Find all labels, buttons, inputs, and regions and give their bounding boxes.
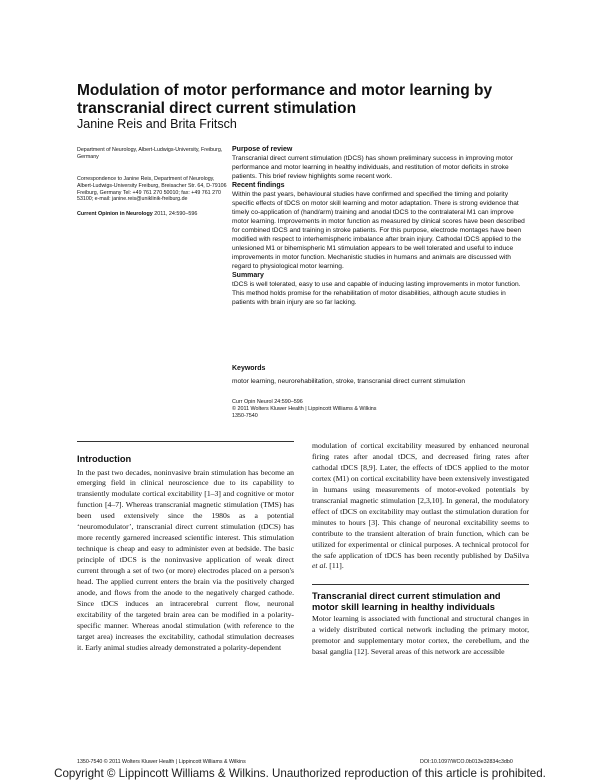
purpose-text: Transcranial direct current stimulation (tDCS) has shown preliminary success in improving motor performance and motor learning in healthy individuals, and restitution of motor deficits in stroke patients. This brief review highlights some recent work. — [232, 155, 513, 180]
section-rule — [77, 441, 294, 442]
section-heading: Transcranial direct current stimulation and motor skill learning in healthy individuals — [312, 591, 501, 612]
purpose-heading: Purpose of review — [232, 146, 293, 153]
right-paragraph-1-italic: et al. — [312, 561, 328, 571]
keywords-heading: Keywords — [232, 365, 266, 372]
right-paragraph-1 — [312, 441, 529, 572]
journal-info — [77, 211, 232, 217]
footer-doi: DOI:10.1097/WCO.0b013e32834c3db0 — [420, 759, 513, 765]
left-column — [77, 441, 294, 654]
findings-text: Within the past years, behavioural studies have confirmed and specified the timing and polarity specific effects of tDCS on motor skill learning and motor adaptation. There is strong evidence that timely co-application of (hand/arm) training and anodal tDCS to the contralateral M1 can improve motor learning. Improvements in motor function as measured by clinical scores have been described for combined tDCS and training in stroke patients. For this purpose, electrode montages have been modified with respect to interhemispheric imbalance after brain injury. Cathodal tDCS applied to the unlesioned M1 or bihemispheric M1 stimulation appears to be well tolerated and useful to induce improvements in motor function. Mechanistic studies in humans and animals are discussed with regard to physiological motor learning. — [232, 191, 525, 270]
summary-heading: Summary — [232, 272, 264, 279]
journal-name: Current Opinion in Neurology — [77, 211, 153, 217]
citation-line-2: © 2011 Wolters Kluwer Health | Lippincott Williams & Wilkins — [232, 405, 377, 412]
right-paragraph-2: Motor learning is associated with functional and structural changes in a widely distributed cortical network including the primary motor, premotor and supplementary motor cortex, the cerebellum, and the basal ganglia [12]. Several areas of this network are accessible — [312, 614, 529, 657]
journal-issue: 2011, 24:590–596 — [152, 211, 198, 217]
abstract — [232, 145, 527, 307]
summary-text: tDCS is well tolerated, easy to use and capable of inducing lasting improvements in motor function. This method holds promise for the rehabilitation of motor disabilities, although acute studies in patients with brain injury are so far lacking. — [232, 281, 521, 306]
correspondence: Correspondence to Janine Reis, Department of Neurology, Albert-Ludwigs-University Freiburg, Breisacher Str. 64, D-79106 Freiburg, Germany Tel: +49 761 270 50010; fax: +49 761 270 53100; e-mail: janine.reis@uniklinik-freiburg.de — [77, 176, 227, 203]
keywords — [232, 364, 527, 386]
findings-heading: Recent findings — [232, 182, 285, 189]
right-column — [312, 441, 529, 658]
authors: Janine Reis and Brita Fritsch — [77, 117, 237, 131]
right-paragraph-1-ref: [11]. — [327, 561, 344, 571]
introduction-paragraph: In the past two decades, noninvasive brain stimulation has become an emerging field in clinical neuroscience due to its capability to transiently modulate cortical excitability [1–3] and cognitive or motor function [4–7]. Whereas transcranial magnetic stimulation (TMS) has been used extensively since the 1980s as a potential ‘neuromodulator’, transcranial direct current stimulation (tDCS) has more recently garnered increased scientific interest. This stimulation technique is cheap and easy to administer even at bedside. The basic principle of tDCS is the noninvasive application of weak direct current through a set of two (or more) electrodes placed on a person's head. The applied current enters the brain via the positively charged anode, and flows from the anode to the negatively charged cathode. Since tDCS induces an intracerebral current flow, neuronal excitability of the targeted brain area can be modified in a polarity-specific manner. Whereas anodal stimulation (with reference to the target area) increases the excitability, cathodal stimulation decreases it. Early animal studies already demonstrated a polarity-dependent — [77, 467, 294, 652]
introduction-heading: Introduction — [77, 454, 132, 464]
citation-line-1: Curr Opin Neurol 24:590–596 — [232, 399, 303, 405]
footer-left: 1350-7540 © 2011 Wolters Kluwer Health | Lippincott Williams & Wilkins — [77, 759, 246, 765]
citation — [232, 399, 432, 420]
right-paragraph-1-text: modulation of cortical excitability measured by enhanced neuronal firing rates after anodal tDCS, and decreased firing rates after cathodal tDCS [8,9]. Later, the effects of tDCS applied to the motor cortex (M1) on cortical excitability have been extensively investigated in humans using measurements of motor-evoked potentials by transcranial magnetic stimulation [2,3,10]. In general, the modulatory effect of tDCS on excitability may outlast the stimulation duration for minutes to hours [3]. This change of neuronal excitability seems to contribute to the transient alteration of brain function, which can be utilized for experimental or clinical purposes. A technical protocol for the safe application of tDCS has been recently published by DaSilva — [312, 441, 529, 560]
article-title: Modulation of motor performance and motor learning by transcranial direct current stimulation — [77, 82, 493, 117]
section-rule — [312, 584, 529, 585]
affiliation: Department of Neurology, Albert-Ludwigs-University, Freiburg, Germany — [77, 147, 223, 160]
copyright-notice: Copyright © Lippincott Williams & Wilkins. Unauthorized reproduction of this article is prohibited. — [54, 767, 546, 780]
citation-line-3: 1350-7540 — [232, 412, 258, 419]
keywords-text: motor learning, neurorehabilitation, stroke, transcranial direct current stimulation — [232, 378, 466, 385]
